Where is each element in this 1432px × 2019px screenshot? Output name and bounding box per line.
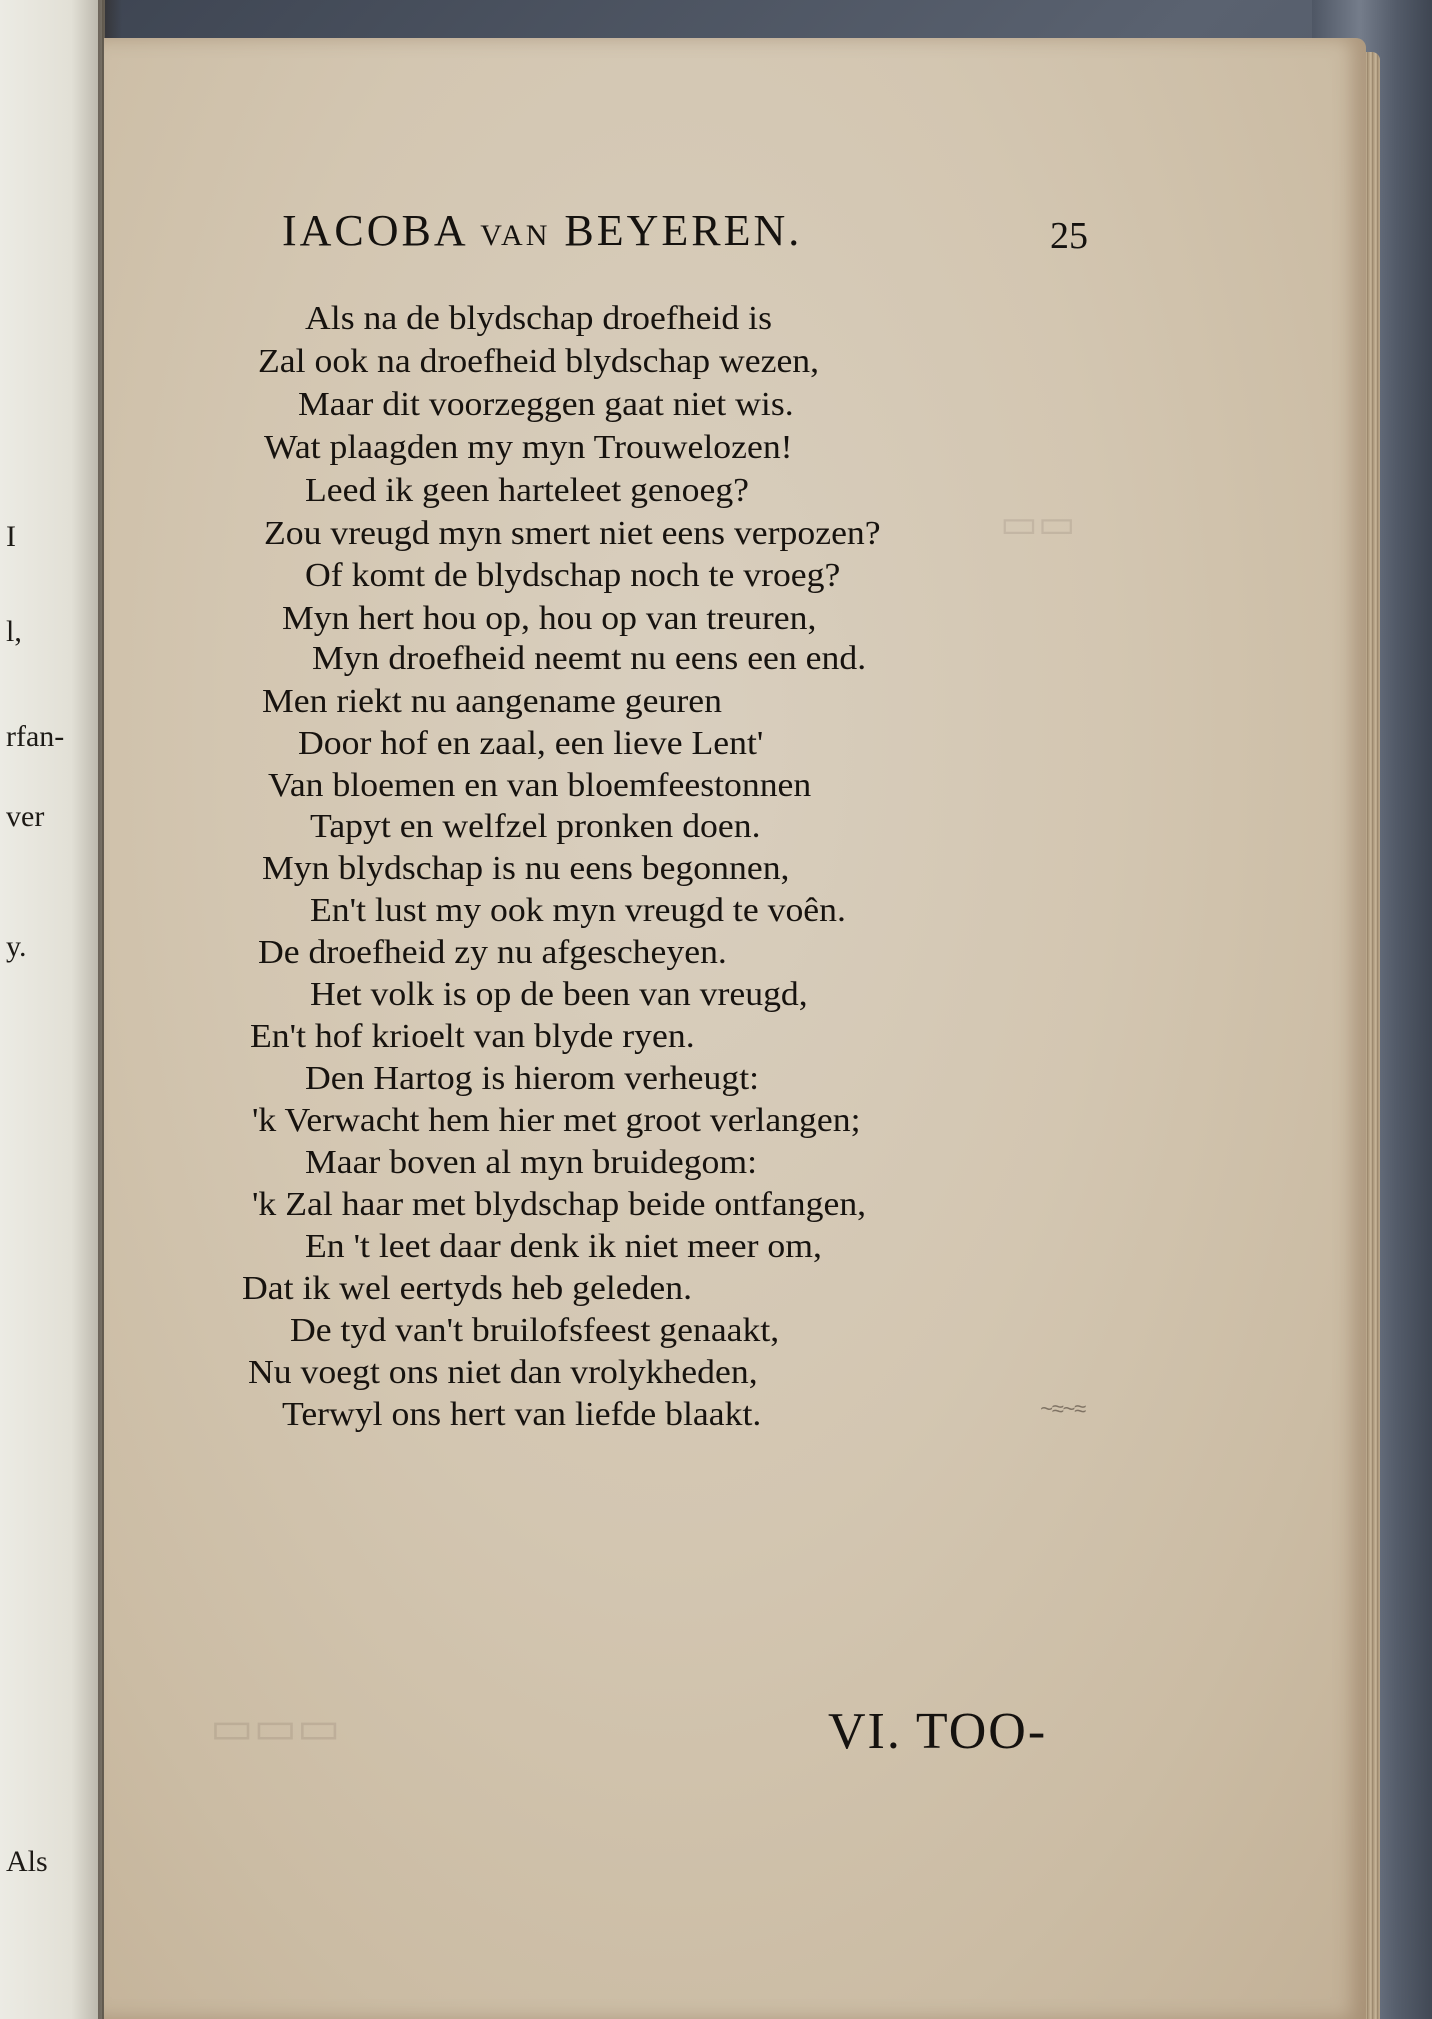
facing-page-fragment: l, — [6, 615, 22, 648]
poem-line: Nu voegt ons niet dan vrolykheden, — [248, 1354, 758, 1391]
poem-line: Maar boven al myn bruidegom: — [305, 1144, 758, 1181]
poem-line: Leed ik geen harteleet genoeg? — [305, 472, 750, 509]
facing-page-fragment: ver — [6, 800, 45, 833]
facing-page-fragment: y. — [6, 930, 27, 963]
poem-line: Men riekt nu aangename geuren — [262, 683, 722, 720]
show-through: ▭▭ — [1000, 501, 1076, 546]
poem-line: Myn droefheid neemt nu eens een end. — [312, 640, 867, 677]
running-head-main: IACOBA — [282, 206, 467, 255]
poem-line: Tapyt en welfzel pronken doen. — [310, 808, 761, 845]
poem-line: Den Hartog is hierom verheugt: — [305, 1060, 760, 1097]
poem-line: 'k Verwacht hem hier met groot verlangen; — [252, 1102, 861, 1139]
poem-line: Door hof en zaal, een lieve Lent' — [298, 725, 764, 762]
facing-page-fragment: I — [6, 520, 16, 553]
poem-line: En't hof krioelt van blyde ryen. — [250, 1018, 695, 1055]
poem-line: Van bloemen en van bloemfeestonnen — [268, 767, 812, 804]
running-head-end: BEYEREN. — [564, 206, 803, 255]
poem-line: En't lust my ook myn vreugd te voên. — [310, 892, 846, 929]
catchword: VI. TOO- — [828, 1703, 1048, 1760]
poem-line: De tyd van't bruilofsfeest genaakt, — [290, 1312, 780, 1349]
poem-line: Of komt de blydschap noch te vroeg? — [305, 557, 841, 594]
facing-page-fragment: Als — [6, 1845, 48, 1878]
poem-line: Zal ook na droefheid blydschap wezen, — [258, 343, 820, 380]
poem-line: Terwyl ons hert van liefde blaakt. — [282, 1396, 762, 1433]
poem-line: 'k Zal haar met blydschap beide ontfangen, — [252, 1186, 867, 1223]
facing-page — [0, 0, 105, 2019]
running-head — [282, 205, 802, 256]
running-head-small: VAN — [480, 219, 551, 252]
poem-line: Maar dit voorzeggen gaat niet wis. — [298, 386, 794, 423]
poem-line: Het volk is op de been van vreugd, — [310, 976, 808, 1013]
poem-line: Als na de blydschap droefheid is — [305, 300, 772, 337]
ink-smudge: ~≈~≈ — [1040, 1398, 1085, 1423]
poem-line: Myn hert hou op, hou op van treuren, — [282, 600, 817, 637]
poem-line: Myn blydschap is nu eens begonnen, — [262, 850, 790, 887]
poem-line: Dat ik wel eertyds heb geleden. — [242, 1270, 693, 1307]
facing-page-fragment: rfan- — [6, 720, 65, 753]
poem-line: En 't leet daar denk ik niet meer om, — [305, 1228, 822, 1265]
page-number: 25 — [1050, 215, 1088, 257]
poem-line: Zou vreugd myn smert niet eens verpozen? — [264, 515, 881, 552]
show-through: ▭▭▭ — [210, 1702, 341, 1753]
poem-line: De droefheid zy nu afgescheyen. — [258, 934, 727, 971]
poem-line: Wat plaagden my myn Trouwelozen! — [264, 429, 793, 466]
